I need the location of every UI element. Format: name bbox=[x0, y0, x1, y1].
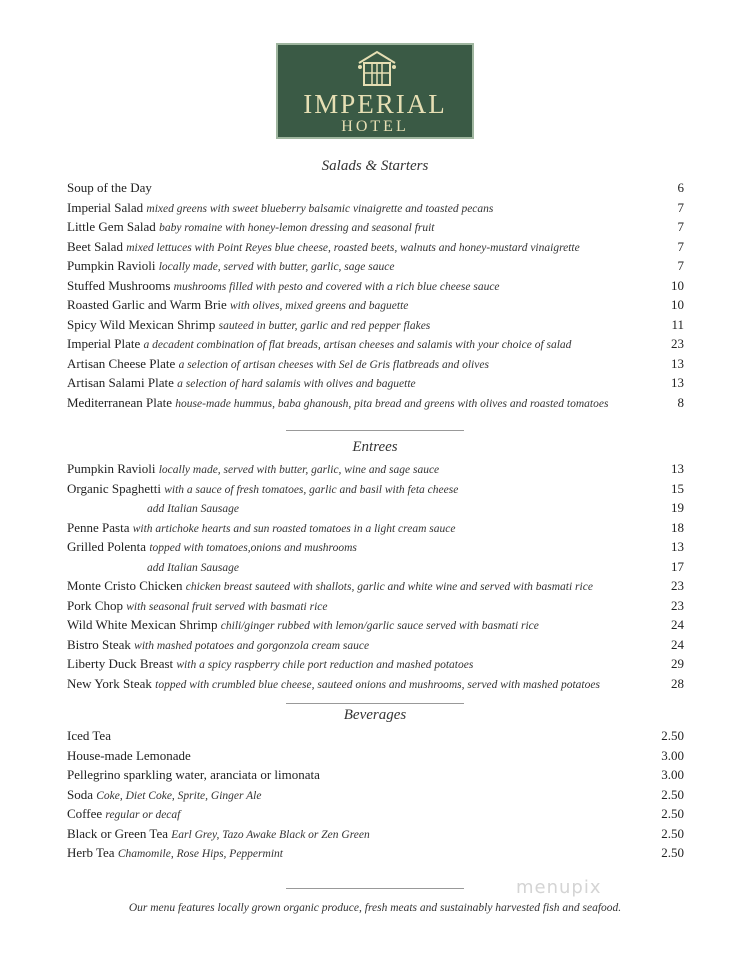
item-name: Pumpkin Ravioli bbox=[67, 258, 156, 273]
item-price: 13 bbox=[671, 355, 684, 371]
menu-item bbox=[67, 635, 684, 655]
item-price: 24 bbox=[671, 617, 684, 632]
divider bbox=[286, 430, 464, 431]
item-description: chili/ginger rubbed with lemon/garlic sauce served with basmati rice bbox=[220, 620, 539, 632]
menu-item bbox=[67, 459, 684, 479]
item-price: 13 bbox=[671, 539, 684, 554]
item-name: Spicy Wild Mexican Shrimp bbox=[67, 316, 216, 332]
item-name: Grilled Polenta bbox=[67, 539, 147, 554]
watermark: menupix bbox=[516, 877, 602, 898]
menu-item bbox=[67, 479, 684, 499]
item-price: 24 bbox=[671, 636, 684, 652]
item-price: 17 bbox=[671, 558, 684, 574]
item-description: with seasonal fruit served with basmati rice bbox=[126, 600, 328, 613]
menu-item bbox=[67, 198, 684, 218]
item-price: 3.00 bbox=[661, 767, 684, 782]
menu-item bbox=[67, 217, 684, 237]
menu-item bbox=[67, 237, 684, 257]
menu-item bbox=[67, 576, 684, 596]
item-name: Little Gem Salad bbox=[67, 219, 156, 234]
item-name: Penne Pasta bbox=[67, 519, 130, 535]
item-price: 2.50 bbox=[661, 825, 684, 841]
footer-note: Our menu features locally grown organic produce, fresh meats and sustainably harvested fish and seafood. bbox=[128, 902, 622, 914]
item-description: a selection of artisan cheeses with Sel de Gris flatbreads and olives bbox=[178, 358, 489, 371]
item-price: 18 bbox=[671, 519, 684, 535]
item-description: chicken breast sauteed with shallots, garlic and white wine and served with basmati rice bbox=[185, 581, 593, 593]
item-name: Black or Green Tea bbox=[67, 825, 168, 841]
item-price: 2.50 bbox=[661, 728, 684, 743]
item-price: 7 bbox=[677, 238, 684, 254]
menu-item bbox=[67, 785, 684, 805]
item-price: 11 bbox=[671, 316, 684, 332]
item-price: 7 bbox=[677, 258, 684, 273]
item-name: Stuffed Mushrooms bbox=[67, 277, 171, 293]
item-description: baby romaine with honey-lemon dressing and seasonal fruit bbox=[159, 222, 435, 234]
item-name: Pork Chop bbox=[67, 597, 123, 613]
item-price: 2.50 bbox=[661, 806, 684, 821]
item-name: Herb Tea bbox=[67, 845, 115, 860]
item-price: 29 bbox=[671, 656, 684, 671]
menu-item bbox=[67, 295, 684, 315]
beverages-list bbox=[67, 726, 684, 863]
item-description: with olives, mixed greens and baguette bbox=[229, 300, 409, 312]
item-name: New York Steak bbox=[67, 675, 152, 691]
menu-item bbox=[67, 654, 684, 674]
menu-item bbox=[67, 256, 684, 276]
item-name: Monte Cristo Chicken bbox=[67, 578, 183, 593]
menu-item bbox=[67, 557, 684, 577]
entrees-list bbox=[67, 459, 684, 693]
item-description: Chamomile, Rose Hips, Peppermint bbox=[117, 848, 283, 860]
building-icon bbox=[356, 49, 398, 89]
item-name: Wild White Mexican Shrimp bbox=[67, 617, 218, 632]
item-name: Artisan Cheese Plate bbox=[67, 355, 176, 371]
menu-item bbox=[67, 334, 684, 354]
item-name: Soup of the Day bbox=[67, 180, 152, 195]
item-price: 6 bbox=[677, 180, 684, 195]
menu-item bbox=[67, 596, 684, 616]
item-description: add Italian Sausage bbox=[147, 561, 239, 574]
item-description: Coke, Diet Coke, Sprite, Ginger Ale bbox=[96, 789, 262, 802]
item-price: 7 bbox=[677, 219, 684, 234]
item-name: Iced Tea bbox=[67, 728, 111, 743]
menu-item bbox=[67, 315, 684, 335]
item-description: with a sauce of fresh tomatoes, garlic and basil with feta cheese bbox=[164, 483, 459, 496]
item-description: with a spicy raspberry chile port reduction and mashed potatoes bbox=[176, 659, 474, 671]
item-price: 8 bbox=[677, 394, 684, 410]
salads-list bbox=[67, 178, 684, 412]
item-price: 23 bbox=[671, 578, 684, 593]
item-name: Imperial Plate bbox=[67, 336, 141, 351]
item-name: Roasted Garlic and Warm Brie bbox=[67, 297, 227, 312]
menu-item bbox=[67, 354, 684, 374]
section-title-beverages: Beverages bbox=[343, 707, 407, 723]
item-name: Imperial Salad bbox=[67, 199, 144, 215]
item-description: topped with crumbled blue cheese, sauteed onions and mushrooms, served with mashed potatoes bbox=[155, 678, 600, 691]
item-description: mushrooms filled with pesto and covered with a rich blue cheese sauce bbox=[173, 280, 500, 293]
menu-item bbox=[67, 518, 684, 538]
menu-item bbox=[67, 537, 684, 557]
item-price: 7 bbox=[677, 199, 684, 215]
logo-line-2: HOTEL bbox=[341, 118, 409, 135]
menu-item bbox=[67, 373, 684, 393]
item-price: 15 bbox=[671, 480, 684, 496]
divider bbox=[286, 703, 464, 704]
item-description: Earl Grey, Tazo Awake Black or Zen Green bbox=[171, 828, 370, 841]
menu-item bbox=[67, 843, 684, 863]
menu-item bbox=[67, 615, 684, 635]
item-description: house-made hummus, baba ghanoush, pita bread and greens with olives and roasted tomatoes bbox=[175, 397, 609, 410]
item-price: 23 bbox=[671, 597, 684, 613]
menu-item bbox=[67, 178, 684, 198]
menu-item bbox=[67, 765, 684, 785]
item-description: mixed greens with sweet blueberry balsamic vinaigrette and toasted pecans bbox=[146, 202, 494, 215]
item-description: a decadent combination of flat breads, artisan cheeses and salamis with your choice of salad bbox=[143, 339, 572, 351]
item-description: with artichoke hearts and sun roasted tomatoes in a light cream sauce bbox=[132, 522, 456, 535]
item-name: Beet Salad bbox=[67, 238, 123, 254]
item-description: regular or decaf bbox=[105, 809, 181, 821]
hotel-logo bbox=[276, 43, 474, 139]
item-name: Bistro Steak bbox=[67, 636, 131, 652]
item-price: 13 bbox=[671, 461, 684, 476]
item-price: 2.50 bbox=[661, 845, 684, 860]
item-name: Artisan Salami Plate bbox=[67, 375, 174, 390]
menu-item bbox=[67, 824, 684, 844]
divider bbox=[286, 888, 464, 889]
item-name: House-made Lemonade bbox=[67, 747, 191, 763]
item-name: Pumpkin Ravioli bbox=[67, 461, 156, 476]
logo-line-1: IMPERIAL bbox=[303, 89, 447, 119]
section-title-entrees: Entrees bbox=[352, 439, 398, 455]
menu-item bbox=[67, 746, 684, 766]
item-description: mixed lettuces with Point Reyes blue cheese, roasted beets, walnuts and honey-mustard vinaigrette bbox=[126, 241, 580, 254]
menu-item bbox=[67, 498, 684, 518]
item-description: locally made, served with butter, garlic, sage sauce bbox=[158, 261, 395, 273]
item-price: 19 bbox=[671, 500, 684, 515]
item-name: Soda bbox=[67, 786, 93, 802]
item-description: locally made, served with butter, garlic, wine and sage sauce bbox=[158, 464, 440, 476]
item-price: 28 bbox=[671, 675, 684, 691]
item-description: topped with tomatoes,onions and mushrooms bbox=[149, 542, 357, 554]
item-description: add Italian Sausage bbox=[147, 503, 239, 515]
item-description: a selection of hard salamis with olives and baguette bbox=[177, 378, 416, 390]
section-title-salads: Salads & Starters bbox=[321, 158, 429, 174]
item-name: Pellegrino sparkling water, aranciata or limonata bbox=[67, 767, 320, 782]
item-name: Coffee bbox=[67, 806, 103, 821]
menu-item bbox=[67, 276, 684, 296]
item-price: 2.50 bbox=[661, 786, 684, 802]
menu-item bbox=[67, 804, 684, 824]
menu-item bbox=[67, 674, 684, 694]
item-price: 3.00 bbox=[661, 747, 684, 763]
menu-item bbox=[67, 726, 684, 746]
item-price: 10 bbox=[671, 277, 684, 293]
item-name: Liberty Duck Breast bbox=[67, 656, 174, 671]
item-name: Organic Spaghetti bbox=[67, 480, 161, 496]
item-description: with mashed potatoes and gorgonzola cream sauce bbox=[134, 639, 370, 652]
item-price: 13 bbox=[671, 375, 684, 390]
item-price: 10 bbox=[671, 297, 684, 312]
menu-item bbox=[67, 393, 684, 413]
item-price: 23 bbox=[671, 336, 684, 351]
item-name: Mediterranean Plate bbox=[67, 394, 173, 410]
item-description: sauteed in butter, garlic and red pepper flakes bbox=[218, 319, 431, 332]
